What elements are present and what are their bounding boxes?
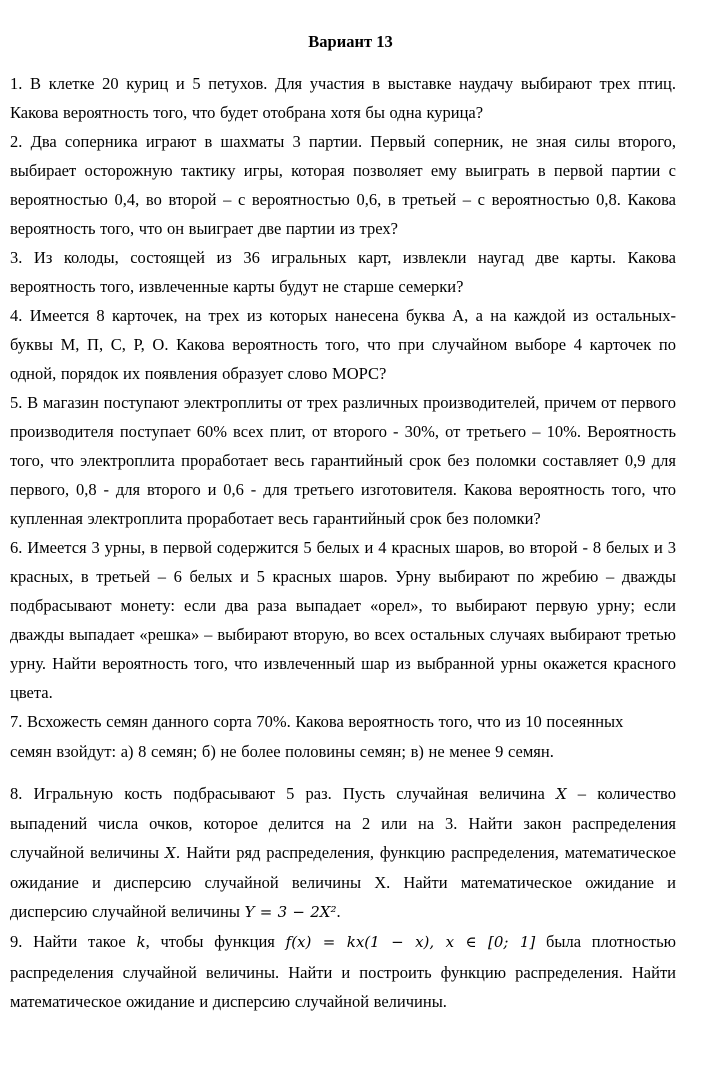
formula-y: Y = 3 − 2X²: [244, 903, 337, 921]
task-5: 5. В магазин поступают электроплиты от трех различных производителей, причем от первого производителя поступает 60% всех плит, от второго - 30%, от третьего – 10%. Вероятность того, что электроплита проработает весь гарантийный срок без поломки составляет 0,9 для первого, 0,8 - для второго и 0,6 - для третьего изготовителя. Какова вероятность того, что купленная электроплита проработает весь гарантийный срок без поломки?: [10, 393, 676, 528]
task-list: [10, 69, 676, 1017]
task-9-text-1: 9. Найти такое: [10, 932, 137, 951]
variable-k: k: [136, 933, 146, 951]
page-title: Вариант 13: [308, 32, 393, 51]
task-7-line-1: 7. Всхожесть семян данного сорта 70%. Какова вероятность того, что из 10 посеянных: [10, 712, 624, 731]
task-8-text-2: – количество выпадений числа очков, которое делится на 2 или на 3. Найти закон распределения случайной величины: [10, 784, 676, 862]
task-3: 3. Из колоды, состоящей из 36 игральных карт, извлекли наугад две карты. Какова вероятность того, извлеченные карты будут не старше семерки?: [10, 248, 676, 296]
task-6: 6. Имеется 3 урны, в первой содержится 5 белых и 4 красных шаров, во второй - 8 белых и 3 красных, в третьей – 6 белых и 5 красных шаров. Урну выбирают по жребию – дважды подбрасывают монету: если два раза выпадает «орел», то выбирают первую урну; если дважды выпадает «решка» – выбирают вторую, во всех остальных случаях выбирают третью урну. Найти вероятность того, что извлеченный шар из выбранной урны окажется красного цвета.: [10, 538, 676, 702]
task-8-text-3: Найти ряд распределения, функцию распределения, математическое ожидание и дисперсию случайной величины X. Найти математическое ожидание и дисперсию случайной величины: [10, 843, 676, 921]
task-8-text-1: 8. Игральную кость подбрасывают 5 раз. Пусть случайная величина: [10, 784, 556, 803]
task-4: 4. Имеется 8 карточек, на трех из которых нанесена буква А, а на каждой из остальных- буквы М, П, С, Р, О. Какова вероятность того, что при случайном выборе 4 карточек по одной, порядок их появления образует слово МОРС?: [10, 306, 676, 383]
task-9-text-3: была плотностью распределения случайной величины. Найти и построить функцию распределения. Найти математическое ожидание и дисперсию случайной величины.: [10, 932, 676, 1011]
task-8-text-4: .: [336, 902, 341, 921]
variable-x: X: [555, 785, 567, 803]
task-9-text-2: , чтобы функция: [145, 932, 286, 951]
task-7: [10, 707, 676, 767]
task-8: [10, 779, 676, 927]
variable-x-second: X.: [164, 844, 181, 862]
task-2: 2. Два соперника играют в шахматы 3 партии. Первый соперник, не зная силы второго, выбирает осторожную тактику игры, которая позволяет ему выиграть в первой партии с вероятностью 0,4, во второй – с вероятностью 0,6, в третьей – с вероятностью 0,8. Какова вероятность того, что он выиграет две партии из трех?: [10, 132, 676, 238]
task-1: 1. В клетке 20 куриц и 5 петухов. Для участия в выставке наудачу выбирают трех птиц. Какова вероятность того, что будет отобрана хотя бы одна курица?: [10, 74, 676, 122]
task-7-line-2: семян взойдут: а) 8 семян; б) не более половины семян; в) не менее 9 семян.: [10, 742, 554, 761]
formula-f: f(x) = kx(1 − x), x ∈ [0; 1]: [285, 933, 536, 951]
task-9: [10, 927, 676, 1017]
